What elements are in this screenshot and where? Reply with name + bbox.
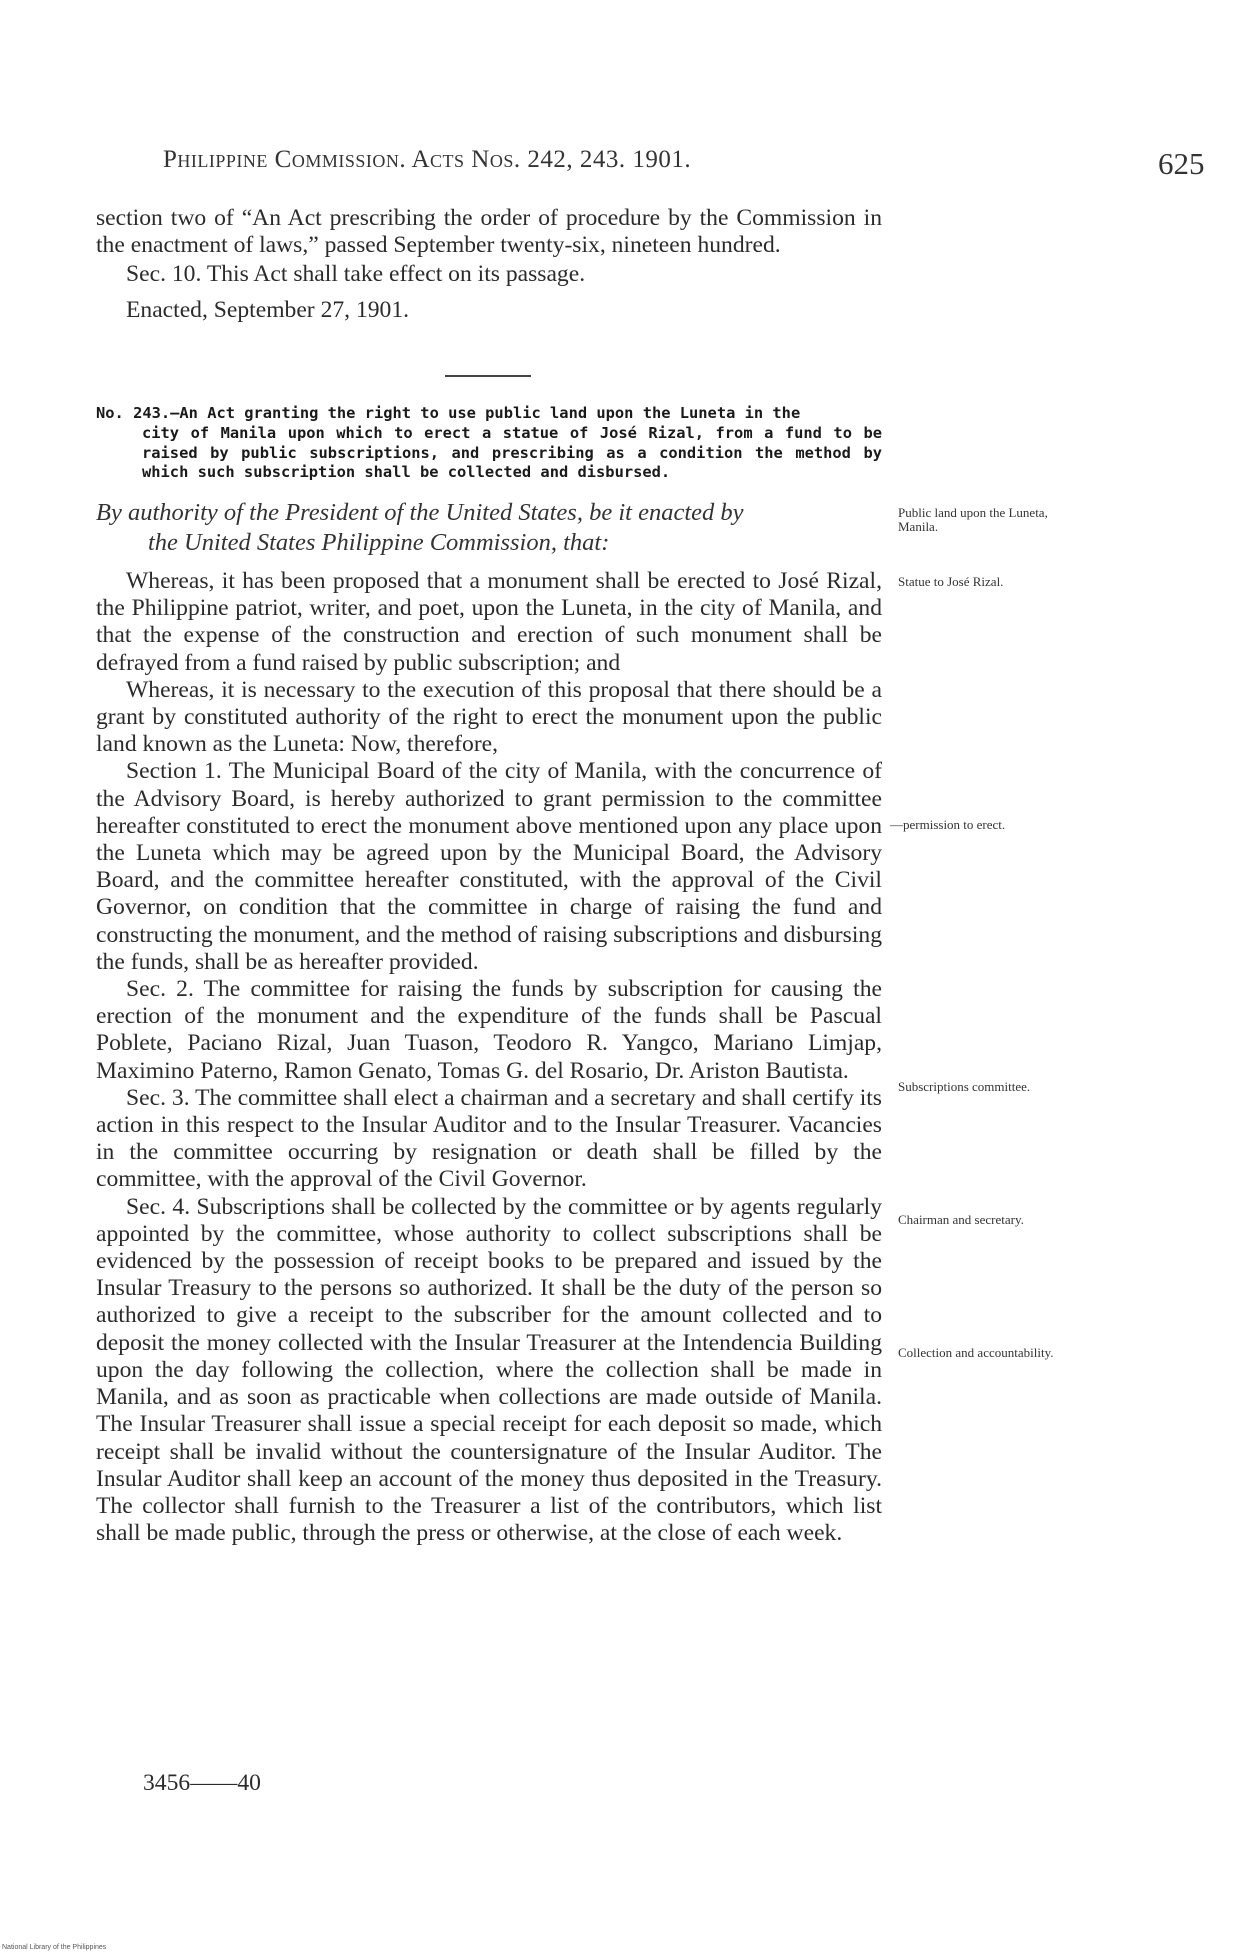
running-head: Philippine Commission. Acts Nos. 242, 243. 1901. — [163, 146, 692, 173]
margin-note-public-land: Public land upon the Luneta, Manila. — [898, 505, 1048, 534]
section-1: Section 1. The Municipal Board of the city of Manila, with the concurrence of the Advisory Board, is hereby authorized to grant permission to the committee hereafter constituted to erect the monument above mentioned upon any place upon the Luneta which may be agreed upon by the Municipal Board, the Advisory Board, and the committee hereafter constituted, with the approval of the Civil Governor, on condition that the committee in charge of raising the fund and constructing the monument, and the method of raising subscriptions and disbursing the funds, shall be as hereafter provided. — [96, 758, 882, 975]
section-10: Sec. 10. This Act shall take effect on its passage. — [126, 261, 586, 288]
act-body — [96, 568, 882, 1547]
section-4: Sec. 4. Subscriptions shall be collected by the committee or by agents regularly appointed by the committee, whose authority to collect subscriptions shall be evidenced by the possession of receipt books to be prepared and issued by the Insular Treasury to the persons so authorized. It shall be the duty of the person so authorized to give a receipt to the subscriber for the amount collected and to deposit the money collected with the Insular Treasurer at the Intendencia Building upon the day following the collection, where the collection shall be made in Manila, and as soon as practicable when collections are made outside of Manila. The Insular Treasurer shall issue a special receipt for each deposit so made, which receipt shall be invalid without the countersignature of the Insular Auditor. The Insular Auditor shall keep an account of the money thus deposited in the Treasury. The collector shall furnish to the Treasurer a list of the contributors, which list shall be made public, through the press or otherwise, at the close of each week. — [96, 1193, 882, 1547]
enacting-clause — [96, 498, 882, 558]
margin-note-permission: —permission to erect. — [890, 817, 1006, 832]
enacted-date: Enacted, September 27, 1901. — [126, 296, 410, 323]
signature-mark: 3456——40 — [143, 1770, 261, 1796]
enacting-line1: By authority of the President of the United States, be it enacted by — [96, 499, 744, 526]
margin-note-subscriptions: Subscriptions committee. — [898, 1079, 1031, 1094]
continuation-paragraph: section two of “An Act prescribing the order of procedure by the Commission in the enactment of laws,” passed September twenty-six, nineteen hundred. — [96, 205, 882, 259]
act-title-line1: No. 243.—An Act granting the right to use public land upon the Luneta in the — [96, 404, 801, 422]
section-divider — [445, 375, 531, 377]
margin-note-collection: Collection and accountability. — [898, 1345, 1054, 1360]
whereas-2: Whereas, it is necessary to the execution of this proposal that there should be a grant by constituted authority of the right to erect the monument upon the public land known as the Luneta: Now, therefore, — [96, 676, 882, 758]
enacting-line2: the United States Philippine Commission, that: — [148, 529, 610, 556]
act-title — [96, 404, 882, 483]
library-credit: National Library of the Philippines — [2, 1944, 107, 1951]
margin-note-chairman: Chairman and secretary. — [898, 1212, 1024, 1227]
page-number: 625 — [1158, 146, 1205, 181]
act-title-rest: city of Manila upon which to erect a statue of José Rizal, from a fund to be raised by public subscriptions, and prescribing as a condition the method by which such subscription shall be collected and disbursed. — [142, 423, 882, 482]
margin-note-statue: Statue to José Rizal. — [898, 574, 1004, 589]
whereas-1: Whereas, it has been proposed that a monument shall be erected to José Rizal, the Philippine patriot, writer, and poet, upon the Luneta, in the city of Manila, and that the expense of the construction and erection of such monument shall be defrayed from a fund raised by public subscription; and — [96, 568, 882, 676]
section-3: Sec. 3. The committee shall elect a chairman and a secretary and shall certify its action in this respect to the Insular Auditor and to the Insular Treasurer. Vacancies in the committee occurring by resignation or death shall be filled by the committee, with the approval of the Civil Governor. — [96, 1084, 882, 1193]
section-2: Sec. 2. The committee for raising the funds by subscription for causing the erection of the monument and the expenditure of the funds shall be Pascual Poblete, Paciano Rizal, Juan Tuason, Teodoro R. Yangco, Mariano Limjap, Maximino Paterno, Ramon Genato, Tomas G. del Rosario, Dr. Ariston Bautista. — [96, 976, 882, 1084]
continuation-block — [96, 205, 882, 324]
